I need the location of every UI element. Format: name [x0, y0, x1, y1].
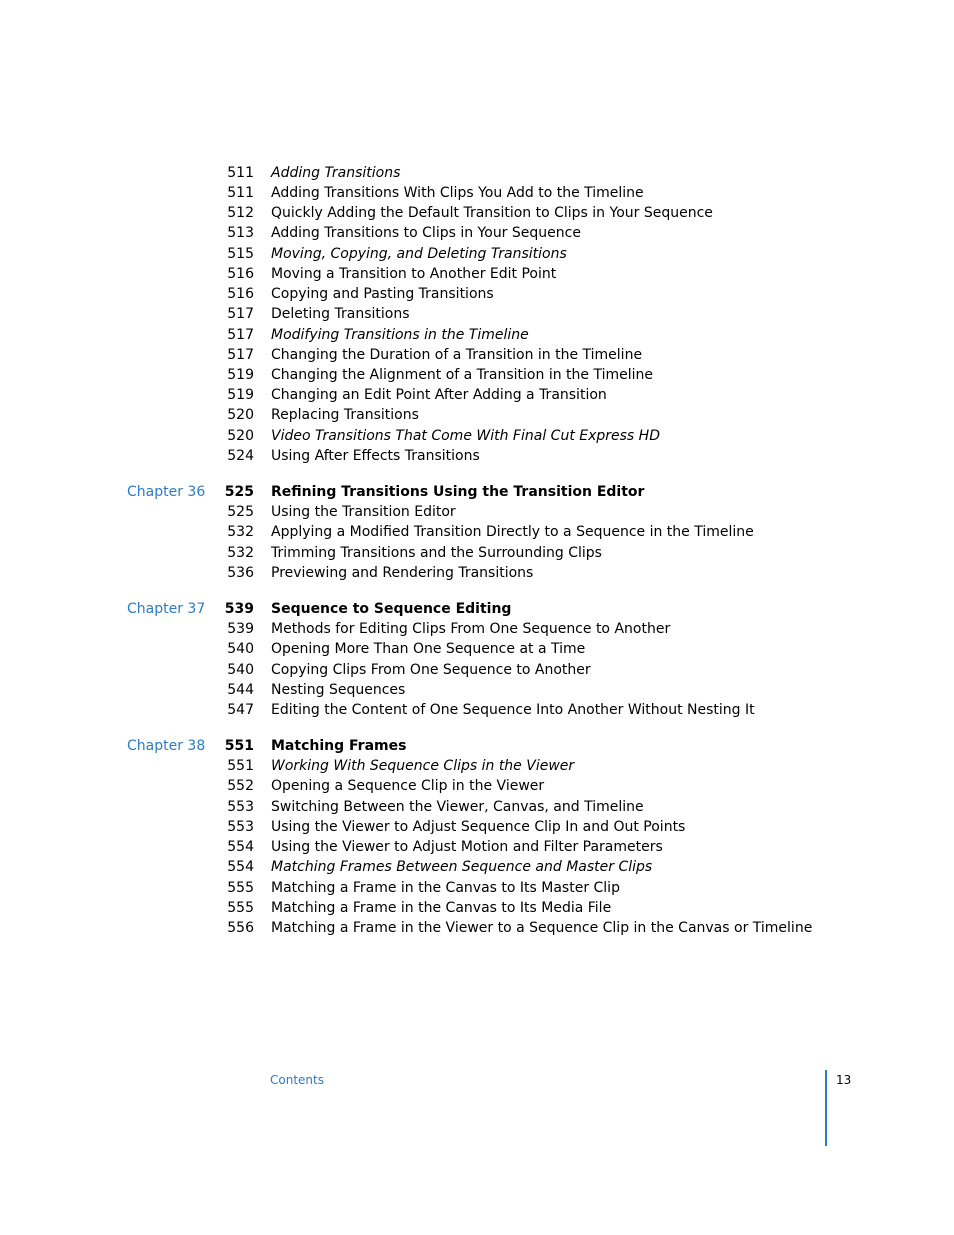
- toc-entry-title[interactable]: Working With Sequence Clips in the Viewer: [271, 758, 575, 774]
- toc-page-number: 515: [227, 246, 254, 262]
- toc-entry-title[interactable]: Using After Effects Transitions: [271, 448, 480, 464]
- toc-entry-row[interactable]: [0, 776, 954, 796]
- toc-entry-row[interactable]: [0, 680, 954, 700]
- toc-entry-title[interactable]: Changing an Edit Point After Adding a Transition: [271, 387, 607, 403]
- toc-entry-title[interactable]: Refining Transitions Using the Transition Editor: [271, 484, 645, 500]
- toc-page-number: 520: [227, 428, 254, 444]
- toc-page-number: 524: [227, 448, 254, 464]
- toc-entry-row[interactable]: [0, 446, 954, 466]
- toc-entry-title[interactable]: Methods for Editing Clips From One Sequence to Another: [271, 621, 671, 637]
- toc-page-number: 553: [227, 819, 254, 835]
- toc-entry-title[interactable]: Using the Viewer to Adjust Sequence Clip In and Out Points: [271, 819, 686, 835]
- toc-entry-title[interactable]: Video Transitions That Come With Final Cut Express HD: [271, 428, 660, 444]
- toc-entry-title[interactable]: Matching a Frame in the Canvas to Its Media File: [271, 900, 612, 916]
- toc-entry-row[interactable]: [0, 405, 954, 425]
- toc-entry-title[interactable]: Quickly Adding the Default Transition to Clips in Your Sequence: [271, 205, 713, 221]
- toc-entry-row[interactable]: [0, 304, 954, 324]
- toc-page-number: 551: [227, 758, 254, 774]
- toc-entry-row[interactable]: [0, 426, 954, 446]
- toc-entry-title[interactable]: Adding Transitions to Clips in Your Sequence: [271, 225, 581, 241]
- toc-entry-row[interactable]: [0, 660, 954, 680]
- toc-page-number: 519: [227, 367, 254, 383]
- toc-page-number: 519: [227, 387, 254, 403]
- toc-entry-title[interactable]: Trimming Transitions and the Surrounding Clips: [271, 545, 602, 561]
- toc-page-number: 532: [227, 545, 254, 561]
- toc-entry-title[interactable]: Opening a Sequence Clip in the Viewer: [271, 778, 545, 794]
- toc-entry-row[interactable]: [0, 163, 954, 183]
- toc-entry-row[interactable]: [0, 857, 954, 877]
- toc-entry-title[interactable]: Using the Viewer to Adjust Motion and Filter Parameters: [271, 839, 663, 855]
- toc-entry-title[interactable]: Changing the Duration of a Transition in the Timeline: [271, 347, 643, 363]
- toc-entry-row[interactable]: [0, 543, 954, 563]
- chapter-label[interactable]: Chapter 36: [127, 484, 206, 500]
- toc-page-number: 520: [227, 407, 254, 423]
- toc-page-number: 512: [227, 205, 254, 221]
- toc-page-number: 555: [227, 900, 254, 916]
- toc-entry-row[interactable]: [0, 619, 954, 639]
- toc-entry-title[interactable]: Adding Transitions With Clips You Add to the Timeline: [271, 185, 644, 201]
- toc-chapter-row[interactable]: [0, 599, 954, 619]
- chapter-label[interactable]: Chapter 38: [127, 738, 206, 754]
- toc-entry-row[interactable]: [0, 817, 954, 837]
- toc-entry-title[interactable]: Switching Between the Viewer, Canvas, and Timeline: [271, 799, 644, 815]
- toc-page-number: 540: [227, 662, 254, 678]
- toc-entry-title[interactable]: Matching Frames Between Sequence and Master Clips: [271, 859, 653, 875]
- toc-entry-row[interactable]: [0, 502, 954, 522]
- toc-entry-row[interactable]: [0, 918, 954, 938]
- toc-entry-title[interactable]: Replacing Transitions: [271, 407, 419, 423]
- toc-page-number: 517: [227, 306, 254, 322]
- toc-entry-title[interactable]: Sequence to Sequence Editing: [271, 601, 512, 617]
- toc-entry-row[interactable]: [0, 183, 954, 203]
- toc-entry-title[interactable]: Previewing and Rendering Transitions: [271, 565, 534, 581]
- toc-entry-row[interactable]: [0, 756, 954, 776]
- toc-page-number: 539: [224, 601, 254, 617]
- toc-entry-title[interactable]: Applying a Modified Transition Directly to a Sequence in the Timeline: [271, 524, 754, 540]
- toc-entry-row[interactable]: [0, 700, 954, 720]
- toc-entry-title[interactable]: Deleting Transitions: [271, 306, 410, 322]
- footer-divider: [825, 1070, 827, 1146]
- toc-page-number: 516: [227, 286, 254, 302]
- toc-page-number: 556: [227, 920, 254, 936]
- toc-entry-row[interactable]: [0, 563, 954, 583]
- toc-page-number: 517: [227, 347, 254, 363]
- toc-entry-title[interactable]: Copying and Pasting Transitions: [271, 286, 494, 302]
- toc-entry-title[interactable]: Matching Frames: [271, 738, 407, 754]
- toc-page-number: 532: [227, 524, 254, 540]
- toc-entry-title[interactable]: Matching a Frame in the Viewer to a Sequence Clip in the Canvas or Timeline: [271, 920, 813, 936]
- toc-page-number: 516: [227, 266, 254, 282]
- toc-entry-title[interactable]: Adding Transitions: [271, 165, 401, 181]
- toc-entry-row[interactable]: [0, 878, 954, 898]
- toc-entry-row[interactable]: [0, 244, 954, 264]
- toc-entry-title[interactable]: Nesting Sequences: [271, 682, 406, 698]
- toc-chapter-row[interactable]: [0, 482, 954, 502]
- toc-page-number: 547: [227, 702, 254, 718]
- toc-entry-title[interactable]: Moving, Copying, and Deleting Transitions: [271, 246, 567, 262]
- toc-page-number: 513: [227, 225, 254, 241]
- toc-page-number: 511: [227, 185, 254, 201]
- toc-entry-row[interactable]: [0, 522, 954, 542]
- toc-entry-title[interactable]: Modifying Transitions in the Timeline: [271, 327, 529, 343]
- chapter-label[interactable]: Chapter 37: [127, 601, 206, 617]
- toc-entry-row[interactable]: [0, 264, 954, 284]
- toc-page-number: 511: [227, 165, 254, 181]
- toc-entry-title[interactable]: Copying Clips From One Sequence to Another: [271, 662, 591, 678]
- toc-entry-row[interactable]: [0, 797, 954, 817]
- toc-page-number: 544: [227, 682, 254, 698]
- footer-page-number: 13: [836, 1073, 852, 1087]
- toc-page-number: 536: [227, 565, 254, 581]
- toc-page-number: 517: [227, 327, 254, 343]
- toc-entry-title[interactable]: Editing the Content of One Sequence Into Another Without Nesting It: [271, 702, 755, 718]
- toc-page-number: 540: [227, 641, 254, 657]
- toc-entry-row[interactable]: [0, 203, 954, 223]
- toc-entry-row[interactable]: [0, 325, 954, 345]
- toc-entry-row[interactable]: [0, 284, 954, 304]
- toc-page-number: 555: [227, 880, 254, 896]
- toc-page-number: 553: [227, 799, 254, 815]
- toc-page-number: 539: [227, 621, 254, 637]
- toc-entry-row[interactable]: [0, 639, 954, 659]
- toc-chapter-row[interactable]: [0, 736, 954, 756]
- toc-entry-title[interactable]: Using the Transition Editor: [271, 504, 456, 520]
- toc-entry-title[interactable]: Opening More Than One Sequence at a Time: [271, 641, 586, 657]
- toc-page-number: 551: [224, 738, 254, 754]
- toc-entry-row[interactable]: [0, 837, 954, 857]
- toc-entry-row[interactable]: [0, 345, 954, 365]
- toc-page-number: 525: [224, 484, 254, 500]
- toc-entry-title[interactable]: Changing the Alignment of a Transition in the Timeline: [271, 367, 653, 383]
- toc-page-number: 554: [227, 859, 254, 875]
- toc-entry-row[interactable]: [0, 223, 954, 243]
- footer-section-label: Contents: [270, 1073, 324, 1087]
- toc-page-number: 525: [227, 504, 254, 520]
- toc-page-number: 554: [227, 839, 254, 855]
- toc-entry-title[interactable]: Matching a Frame in the Canvas to Its Master Clip: [271, 880, 620, 896]
- toc-entry-row[interactable]: [0, 385, 954, 405]
- toc-entry-row[interactable]: [0, 898, 954, 918]
- toc-entry-title[interactable]: Moving a Transition to Another Edit Point: [271, 266, 557, 282]
- toc-entry-row[interactable]: [0, 365, 954, 385]
- toc-page-number: 552: [227, 778, 254, 794]
